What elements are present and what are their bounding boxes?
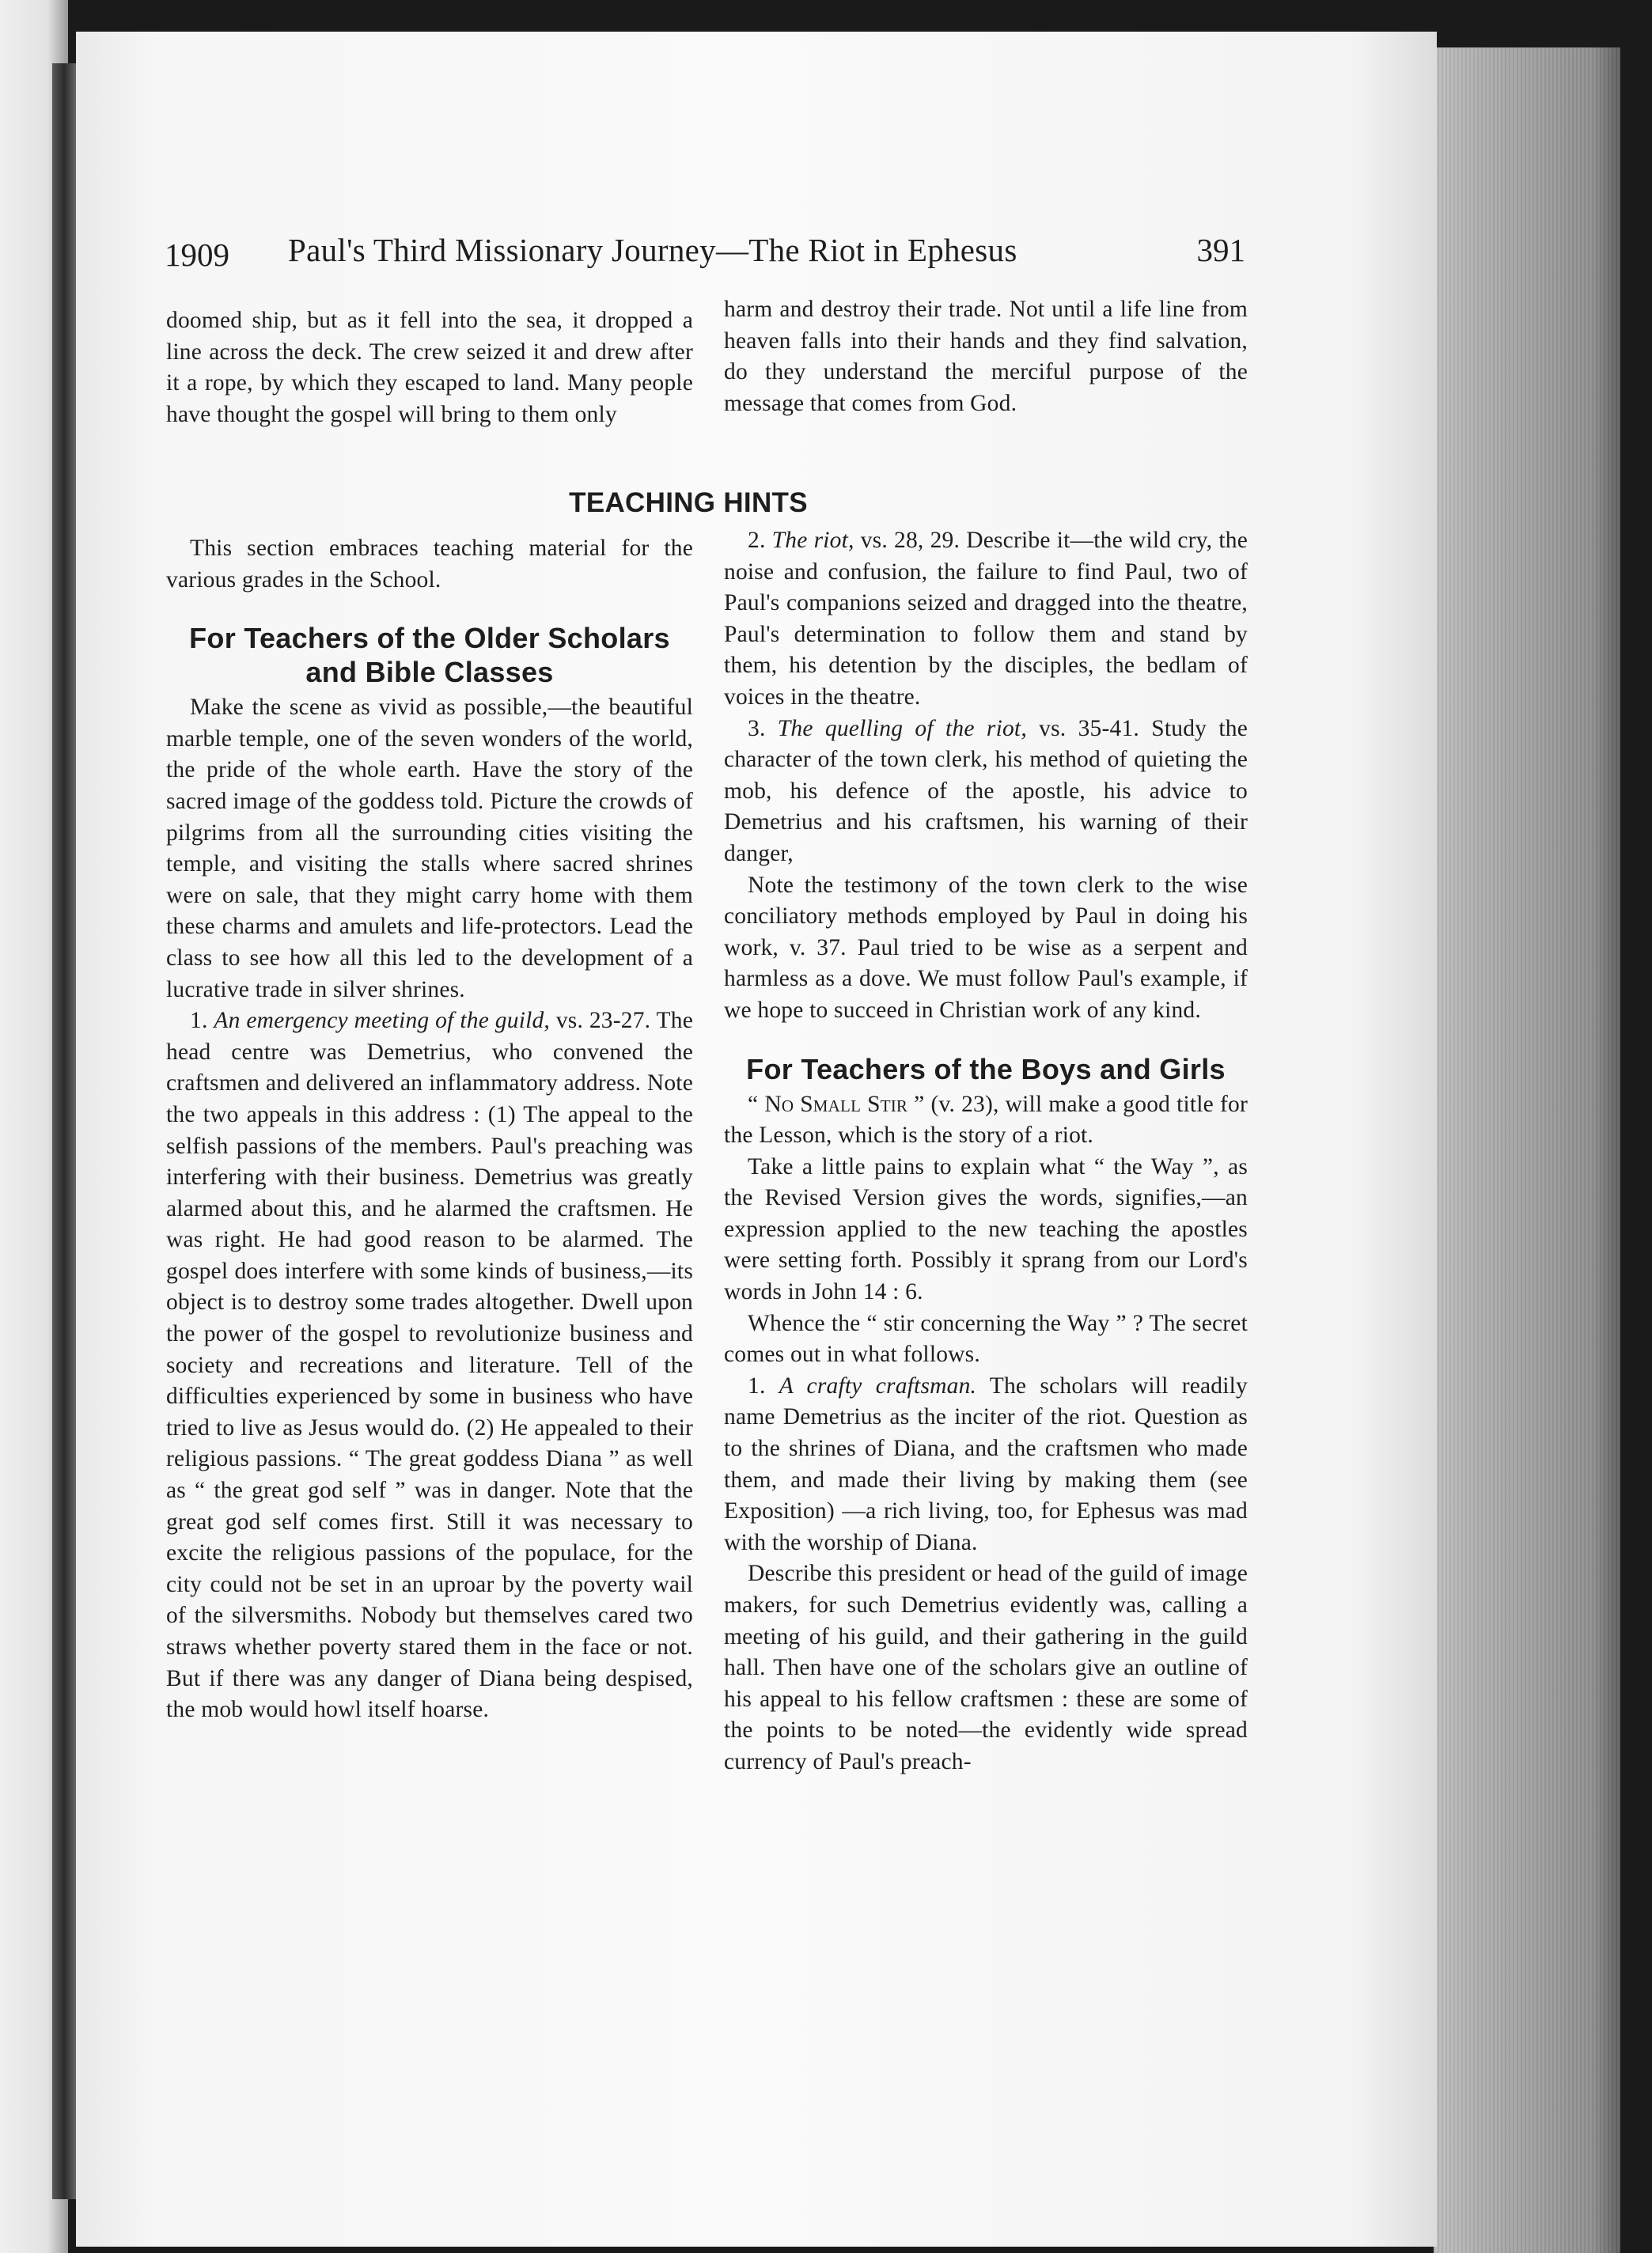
- older-scholars-paragraph-2: [166, 1005, 693, 1726]
- teaching-hints-intro: This section embraces teaching material for the various grades in the School.: [166, 536, 693, 593]
- item-title: The riot,: [771, 528, 854, 553]
- item-number: 2.: [748, 528, 766, 553]
- item-title: The quelling of the riot,: [777, 715, 1027, 741]
- running-head-title: Paul's Third Missionary Journey—The Riot in Ephesus: [288, 232, 1017, 268]
- running-head-year: 1909: [165, 237, 229, 273]
- older-scholars-heading-line2: and Bible Classes: [305, 656, 554, 689]
- older-scholars-paragraph-1: Make the scene as vivid as possible,—the beautiful marble temple, one of the seven wonders of the world, the pride of the whole earth. Have the story of the sacred image of the goddess told. Picture the crowds of pilgrims from all the surrounding cities visiting the temple, and visiting the stalls where sacred shrines were on sale, that they might carry home with them these charms and amulets and life-protectors. Lead the class to see how all this led to the development of a lucrative trade in silver shrines.: [166, 695, 693, 1002]
- teaching-hints-heading: TEACHING HINTS: [569, 487, 808, 518]
- item-text: vs. 28, 29. Describe it—the wild cry, the noise and confusion, the failure to find Paul, two of Paul's companions seized and dragged into the theatre, Paul's determination to follow them and stand by them, his detention by the disciples, the bedlam of voices in the theatre.: [724, 528, 1248, 710]
- boys-girls-paragraph-2: Take a little pains to explain what “ the Way ”, as the Revised Version gives the words, signifies,—an expression applied to the new teaching the apostles were setting forth. Possibly it sprang from our Lord's words in John 14 : 6.: [724, 1153, 1248, 1305]
- item-title: A crafty craftsman.: [779, 1373, 977, 1399]
- older-scholars-heading: [166, 621, 693, 689]
- small-caps-title: No Small Stir: [764, 1091, 908, 1117]
- item-text: vs. 23-27. The head centre was Demetrius, who convened the craftsmen and delivered an inflammatory address. Note the two appeals in this address : (1) The appeal to the selfish passions of the members. Paul's preaching was interfering with their business. Demetrius was greatly alarmed about this, and he alarmed the craftsmen. He was right. He had good reason to be alarmed. The gospel does interfere with some kinds of business,—its object is to destroy some trades altogether. Dwell upon the power of the gospel to revolutionize business and society and recreations and literature. Tell of the difficulties experienced by some in business who have tried to live as Jesus would do. (2) He appealed to their religious passions. “ The great goddess Diana ” as well as “ the great god self ” was in danger. Note that the great god self comes first. Still it was necessary to excite the religious passions of the populace, for the city could not be set in an uproar by the poverty wail of the silversmiths. Nobody but themselves cared two straws whether poverty stared them in the face or not. But if there was any danger of Diana being despised, the mob would howl itself hoarse.: [166, 1008, 693, 1723]
- older-scholars-paragraph-5: Note the testimony of the town clerk to the wise conciliatory methods employed by Paul in doing his work, v. 37. Paul tried to be wise as a serpent and harmless as a dove. We must follow Paul's example, if we hope to succeed in Christian work of any kind.: [724, 872, 1248, 1023]
- item-number: 3.: [748, 715, 766, 741]
- carryover-left: [166, 305, 693, 430]
- right-column: [724, 525, 1248, 1778]
- boys-girls-paragraph-4: [724, 1371, 1248, 1559]
- page-number: 391: [1196, 232, 1245, 268]
- older-scholars-paragraph-4: [724, 714, 1248, 870]
- boys-girls-paragraph-3: Whence the “ stir concerning the Way ” ? The secret comes out in what follows.: [724, 1310, 1248, 1368]
- item-title: An emergency meeting of the guild,: [214, 1008, 551, 1034]
- carryover-right: [724, 294, 1248, 419]
- running-head: [165, 226, 1256, 274]
- boys-girls-paragraph-5: Describe this president or head of the guild of image makers, for such Demetrius evidently was, calling a meeting of his guild, and their gathering in the guild hall. Then have one of the scholars give an outline of his appeal to his fellow craftsmen : these are some of the points to be noted—the evidently wide spread currency of Paul's preach-: [724, 1561, 1248, 1774]
- open-quote: “: [748, 1091, 765, 1117]
- older-scholars-heading-line1: For Teachers of the Older Scholars: [189, 622, 670, 655]
- carryover-right-text: harm and destroy their trade. Not until a life line from heaven falls into their hands and they find salvation, do they understand the merciful purpose of the message that comes from God.: [724, 297, 1248, 416]
- item-text: ” (v. 23), will make a good title for the Lesson, which is the story of a riot.: [724, 1091, 1248, 1149]
- boys-girls-paragraph-1: [724, 1089, 1248, 1152]
- page-block-edge: [1434, 47, 1620, 2253]
- left-column: [166, 533, 693, 1726]
- item-number: 1.: [748, 1373, 766, 1399]
- older-scholars-paragraph-3: [724, 525, 1248, 714]
- boys-girls-heading: For Teachers of the Boys and Girls: [746, 1052, 1226, 1085]
- item-text: The scholars will readily name Demetrius as the inciter of the riot. Question as to the shrines of Diana, and the craftsmen who made them, and made their living by making them (see Exposition) —a rich living, too, for Ephesus was mad with the worship of Diana.: [724, 1373, 1248, 1555]
- item-number: 1.: [190, 1008, 208, 1034]
- carryover-left-text: doomed ship, but as it fell into the sea, it dropped a line across the deck. The crew seized it and drew after it a rope, by which they escaped to land. Many people have thought the gospel will bring to them only: [166, 308, 693, 427]
- item-text: vs. 35-41. Study the character of the town clerk, his method of quieting the mob, his defence of the apostle, his advice to Demetrius and his craftsmen, his warning of their danger,: [724, 715, 1248, 866]
- book-gutter: [52, 63, 79, 2199]
